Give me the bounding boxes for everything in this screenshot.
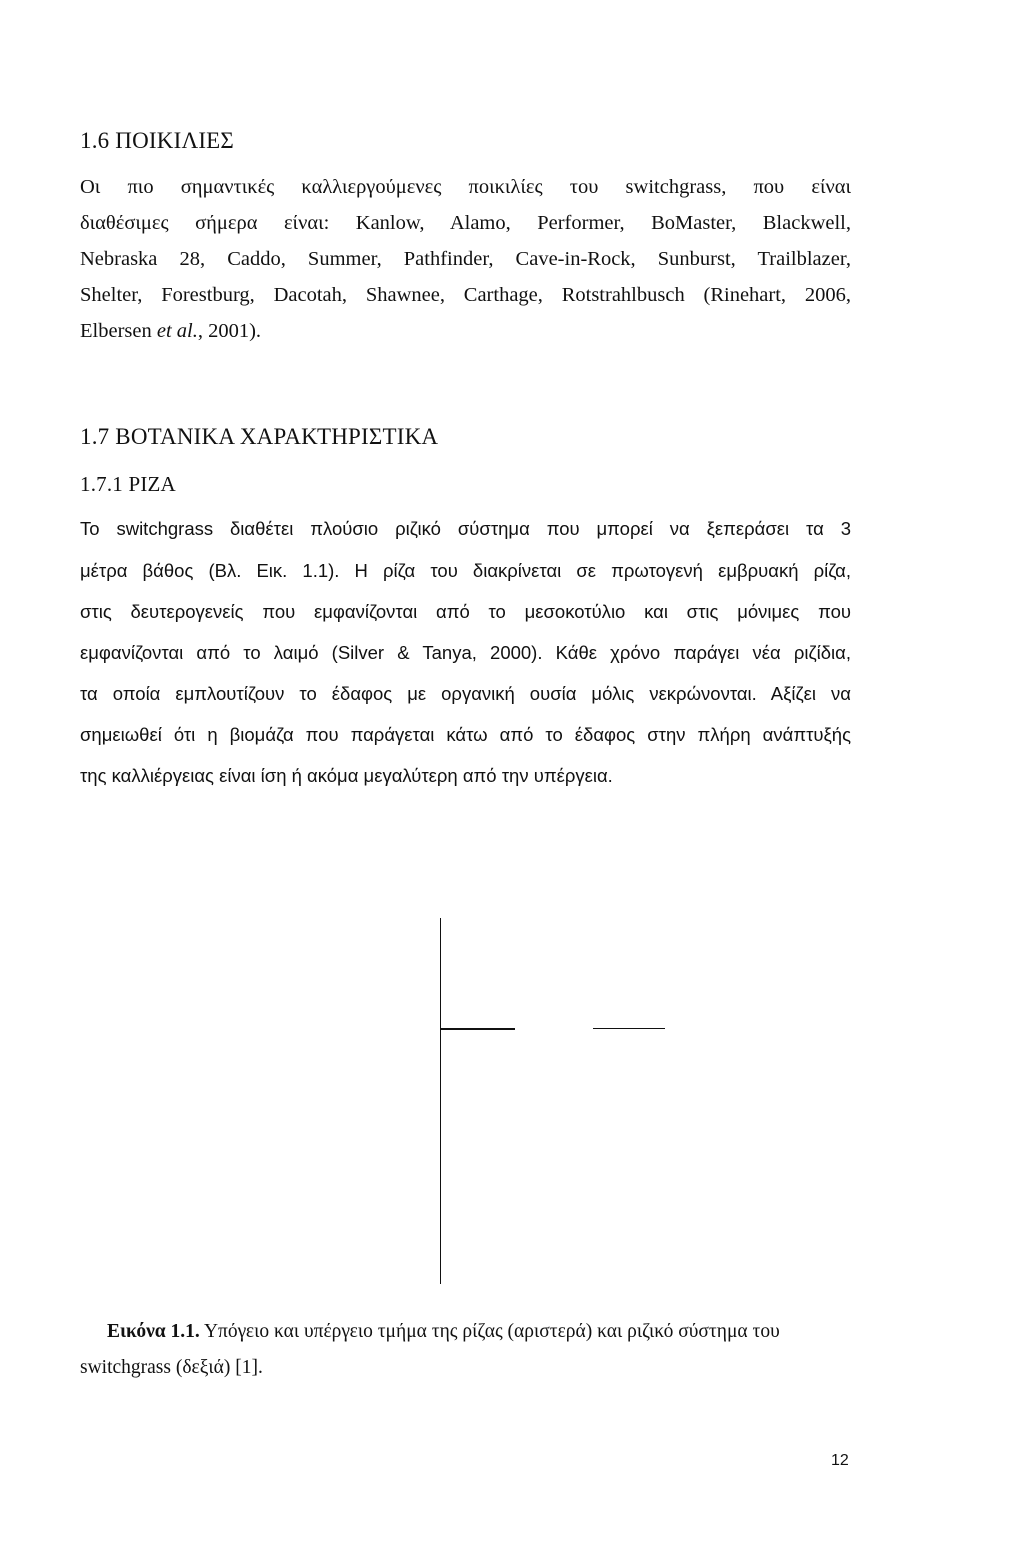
paragraph-line-last bbox=[80, 320, 261, 343]
paragraph-line: Nebraska 28, Caddo, Summer, Pathfinder, Cave-in-Rock, Sunburst, Trailblazer, bbox=[80, 248, 851, 270]
heading-1-7-1: 1.7.1 ΡΙΖΑ bbox=[80, 472, 176, 496]
paragraph-line: τα οποία εμπλουτίζουν το έδαφος με οργανική ουσία μόλις νεκρώνονται. Αξίζει να bbox=[80, 683, 851, 704]
caption-label: Εικόνα 1.1. bbox=[107, 1321, 200, 1342]
heading-1-6: 1.6 ΠΟΙΚΙΛΙΕΣ bbox=[80, 128, 235, 153]
heading-1-7: 1.7 ΒΟΤΑΝΙΚΑ ΧΑΡΑΚΤΗΡΙΣΤΙΚΑ bbox=[80, 424, 439, 449]
figure-caption bbox=[107, 1321, 780, 1343]
text-segment: , 2001). bbox=[197, 320, 262, 342]
paragraph-line: διαθέσιμες σήμερα είναι: Kanlow, Alamo, Performer, BoMaster, Blackwell, bbox=[80, 212, 851, 234]
page-number: 12 bbox=[831, 1452, 849, 1469]
paragraph-line: εμφανίζονται από το λαιμό (Silver & Tanya, 2000). Κάθε χρόνο παράγει νέα ριζίδια, bbox=[80, 642, 851, 663]
italic-etal: et al. bbox=[156, 320, 198, 342]
paragraph-line-last: της καλλιέργειας είναι ίση ή ακόμα μεγαλύτερη από την υπέργεια. bbox=[80, 765, 613, 786]
figure-horizontal-line-left bbox=[441, 1028, 515, 1030]
paragraph-line: Το switchgrass διαθέτει πλούσιο ριζικό σύστημα που μπορεί να ξεπεράσει τα 3 bbox=[80, 518, 851, 539]
figure-horizontal-line-right bbox=[593, 1028, 665, 1029]
paragraph-line: Shelter, Forestburg, Dacotah, Shawnee, Carthage, Rotstrahlbusch (Rinehart, 2006, bbox=[80, 284, 851, 306]
text-segment: Elbersen bbox=[80, 320, 157, 342]
paragraph-line: μέτρα βάθος (Βλ. Εικ. 1.1). Η ρίζα του διακρίνεται σε πρωτογενή εμβρυακή ρίζα, bbox=[80, 560, 851, 581]
figure-1-1 bbox=[440, 918, 700, 1288]
paragraph-line: στις δευτερογενείς που εμφανίζονται από το μεσοκοτύλιο και στις μόνιμες που bbox=[80, 601, 851, 622]
paragraph-line: Οι πιο σημαντικές καλλιεργούμενες ποικιλίες του switchgrass, που είναι bbox=[80, 176, 851, 198]
paragraph-line: σημειωθεί ότι η βιομάζα που παράγεται κάτω από το έδαφος στην πλήρη ανάπτυξής bbox=[80, 724, 851, 745]
figure-vertical-line bbox=[440, 918, 441, 1284]
figure-caption-line2: switchgrass (δεξιά) [1]. bbox=[80, 1357, 263, 1378]
caption-text: Υπόγειο και υπέργειο τμήμα της ρίζας (αριστερά) και ριζικό σύστημα του bbox=[199, 1321, 780, 1342]
